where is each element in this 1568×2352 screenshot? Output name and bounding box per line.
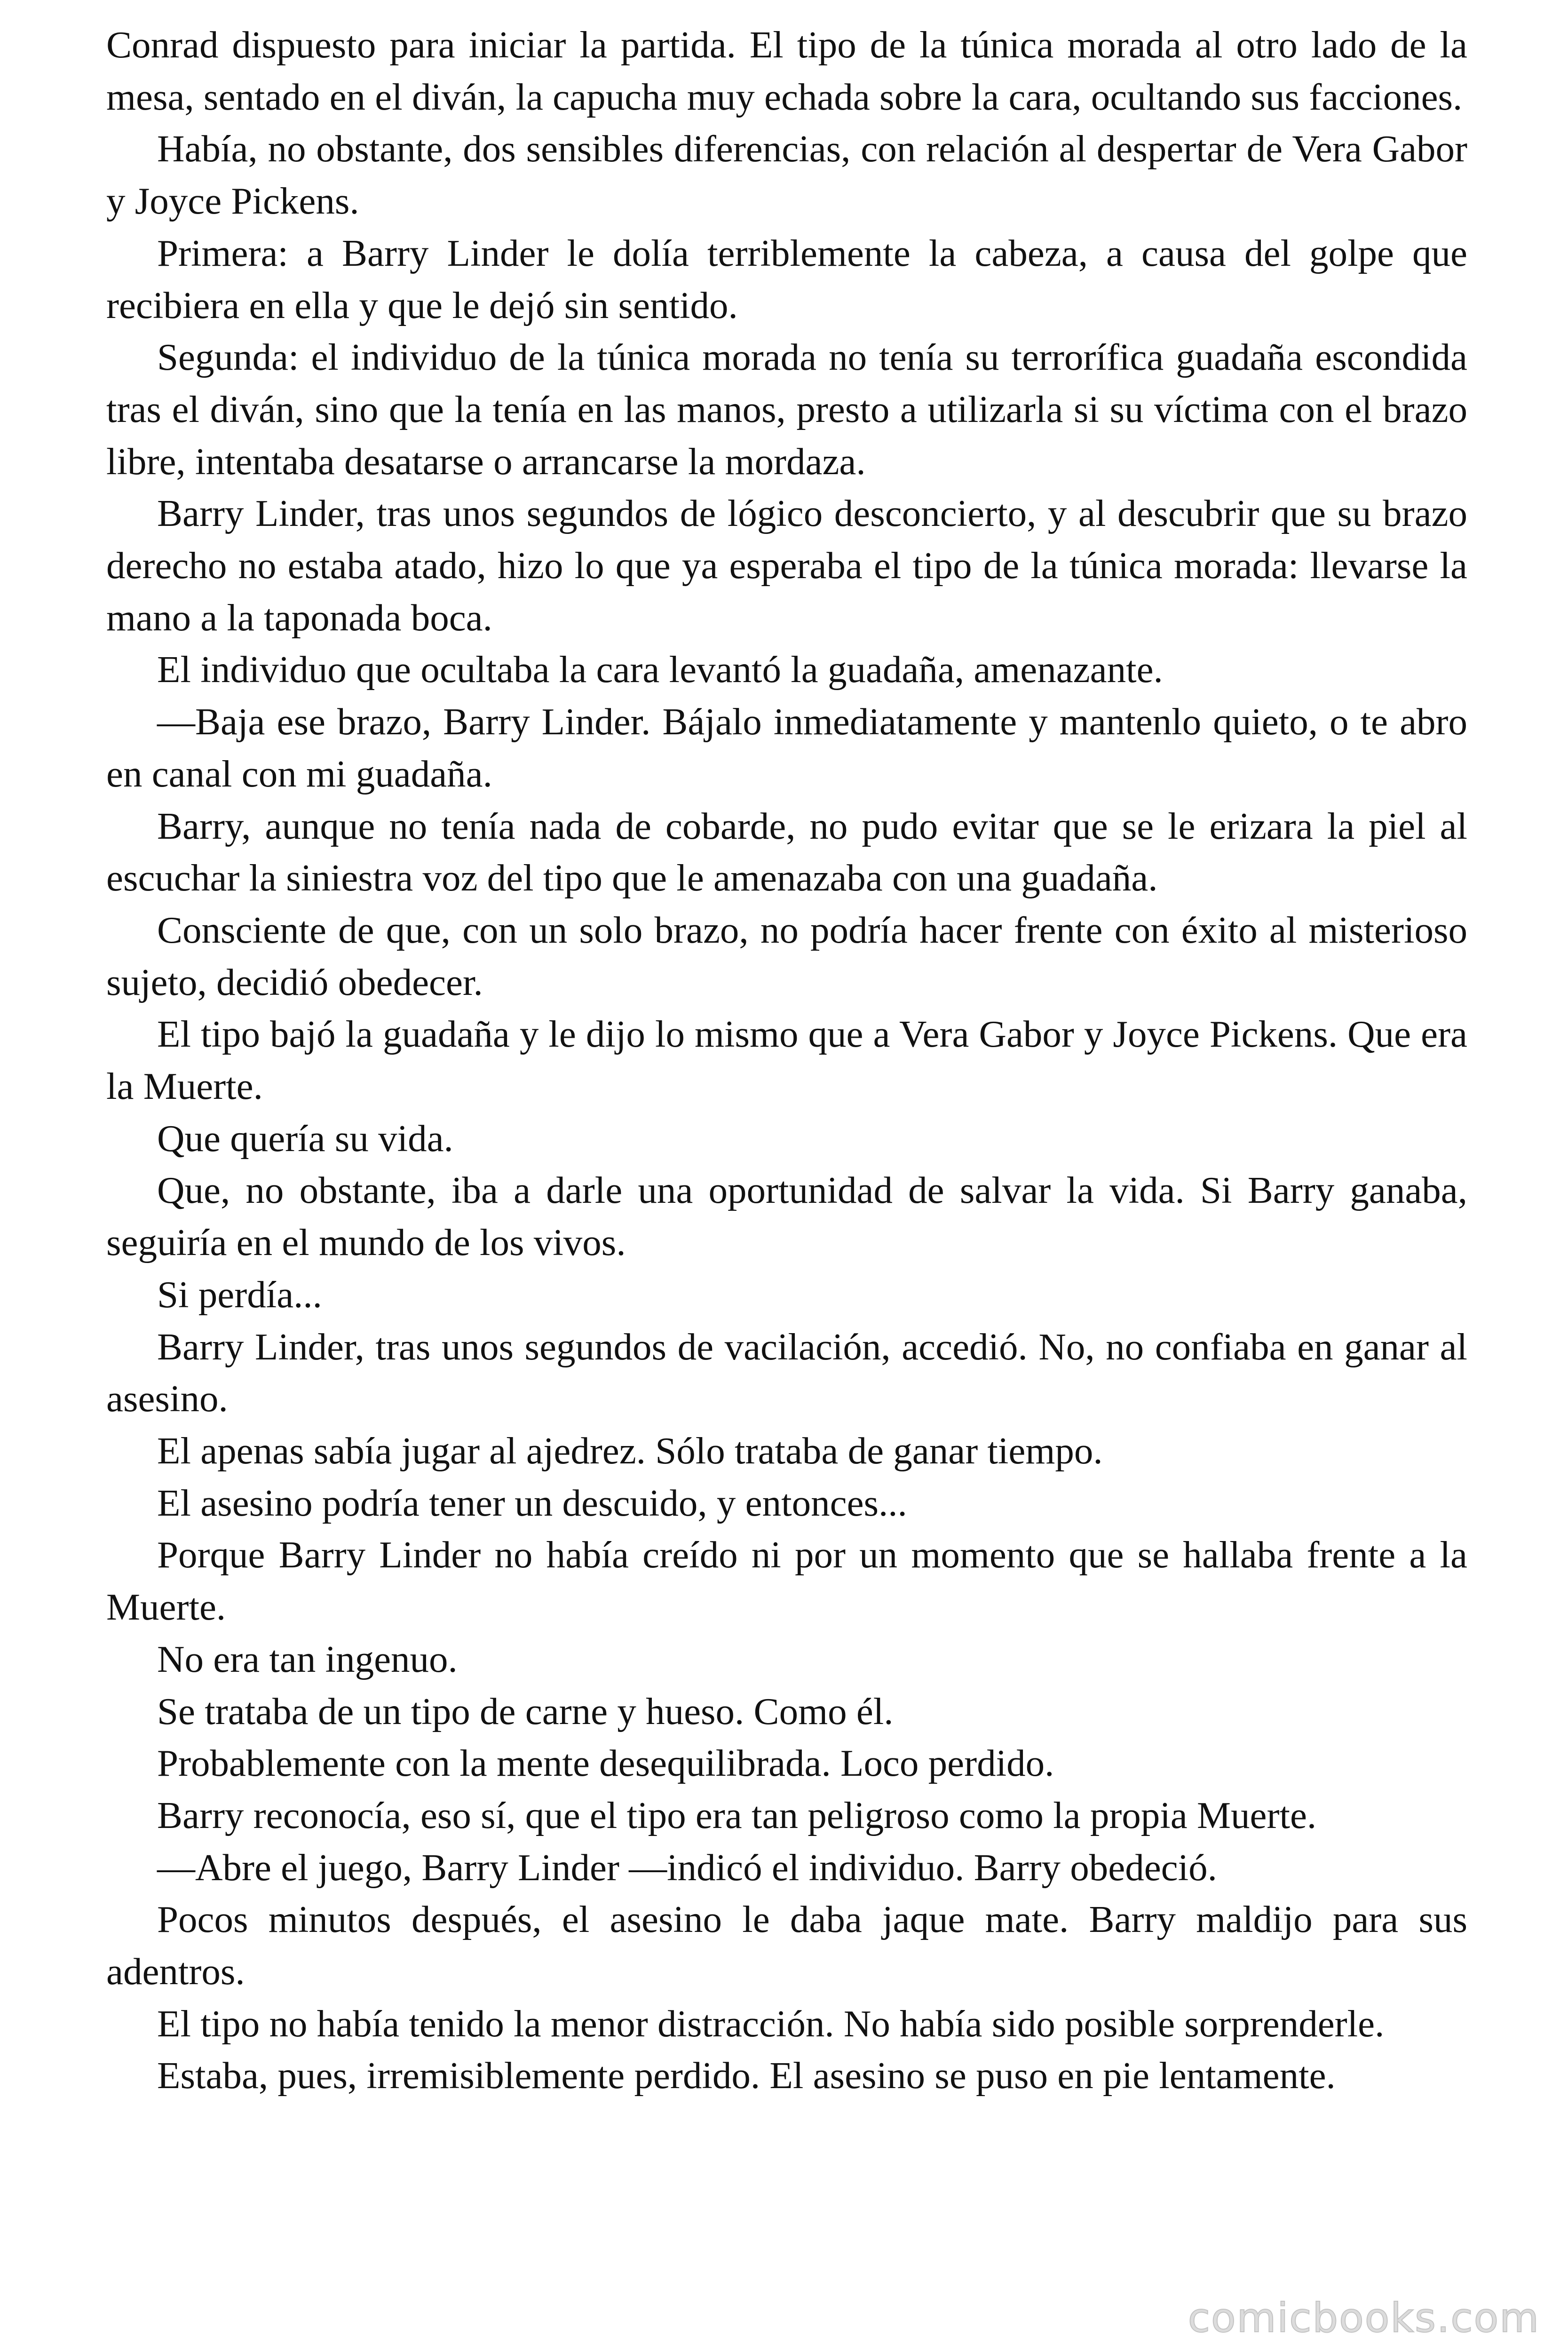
paragraph: Consciente de que, con un solo brazo, no podría hacer frente con éxito al misterioso sujeto, decidió obedecer. (106, 908, 1467, 1003)
paragraph: Se trataba de un tipo de carne y hueso. Como él. (157, 1690, 894, 1732)
paragraph: El tipo no había tenido la menor distracción. No había sido posible sorprenderle. (157, 2002, 1385, 2045)
paragraph: Si perdía... (157, 1273, 322, 1316)
paragraph: Probablemente con la mente desequilibrada. Loco perdido. (157, 1742, 1054, 1785)
paragraph: Estaba, pues, irremisiblemente perdido. El asesino se puso en pie lentamente. (157, 2054, 1336, 2097)
paragraph: Porque Barry Linder no había creído ni por un momento que se hallaba frente a la Muerte. (106, 1534, 1467, 1629)
paragraph: Conrad dispuesto para iniciar la partida. El tipo de la túnica morada al otro lado de la mesa, sentado en el diván, la capucha muy echada sobre la cara, ocultando sus facciones. (106, 24, 1467, 118)
paragraph: Barry reconocía, eso sí, que el tipo era tan peligroso como la propia Muerte. (157, 1794, 1317, 1836)
paragraph: Barry Linder, tras unos segundos de lógico desconcierto, y al descubrir que su brazo derecho no estaba atado, hizo lo que ya esperaba el tipo de la túnica morada: llevarse la mano a la taponada boca. (106, 492, 1467, 639)
paragraph: —Abre el juego, Barry Linder —indicó el individuo. Barry obedeció. (157, 1846, 1217, 1889)
paragraph: El tipo bajó la guadaña y le dijo lo mismo que a Vera Gabor y Joyce Pickens. Que era la Muerte. (106, 1013, 1467, 1108)
paragraph: El apenas sabía jugar al ajedrez. Sólo trataba de ganar tiempo. (157, 1429, 1103, 1472)
paragraph: Primera: a Barry Linder le dolía terriblemente la cabeza, a causa del golpe que recibiera en ella y que le dejó sin sentido. (106, 231, 1467, 326)
paragraph: —Baja ese brazo, Barry Linder. Bájalo inmediatamente y mantenlo quieto, o te abro en canal con mi guadaña. (106, 700, 1467, 795)
paragraph: No era tan ingenuo. (157, 1637, 458, 1680)
paragraph: Que, no obstante, iba a darle una oportunidad de salvar la vida. Si Barry ganaba, seguiría en el mundo de los vivos. (106, 1169, 1467, 1264)
paragraph: Que quería su vida. (157, 1117, 453, 1160)
paragraph: Pocos minutos después, el asesino le daba jaque mate. Barry maldijo para sus adentros. (106, 1898, 1467, 1993)
page-text (106, 19, 1467, 2102)
paragraph: Barry Linder, tras unos segundos de vacilación, accedió. No, no confiaba en ganar al asesino. (106, 1325, 1467, 1420)
paragraph: Había, no obstante, dos sensibles diferencias, con relación al despertar de Vera Gabor y Joyce Pickens. (106, 127, 1467, 222)
paragraph: Barry, aunque no tenía nada de cobarde, no pudo evitar que se le erizara la piel al escuchar la siniestra voz del tipo que le amenazaba con una guadaña. (106, 804, 1467, 899)
paragraph: El individuo que ocultaba la cara levantó la guadaña, amenazante. (157, 648, 1163, 691)
watermark: comicbooks.com (1188, 2295, 1540, 2342)
paragraph: Segunda: el individuo de la túnica morada no tenía su terrorífica guadaña escondida tras el diván, sino que la tenía en las manos, presto a utilizarla si su víctima con el brazo libre, intentaba desatarse o arrancarse la mordaza. (106, 336, 1467, 483)
paragraph: El asesino podría tener un descuido, y entonces... (157, 1481, 907, 1524)
